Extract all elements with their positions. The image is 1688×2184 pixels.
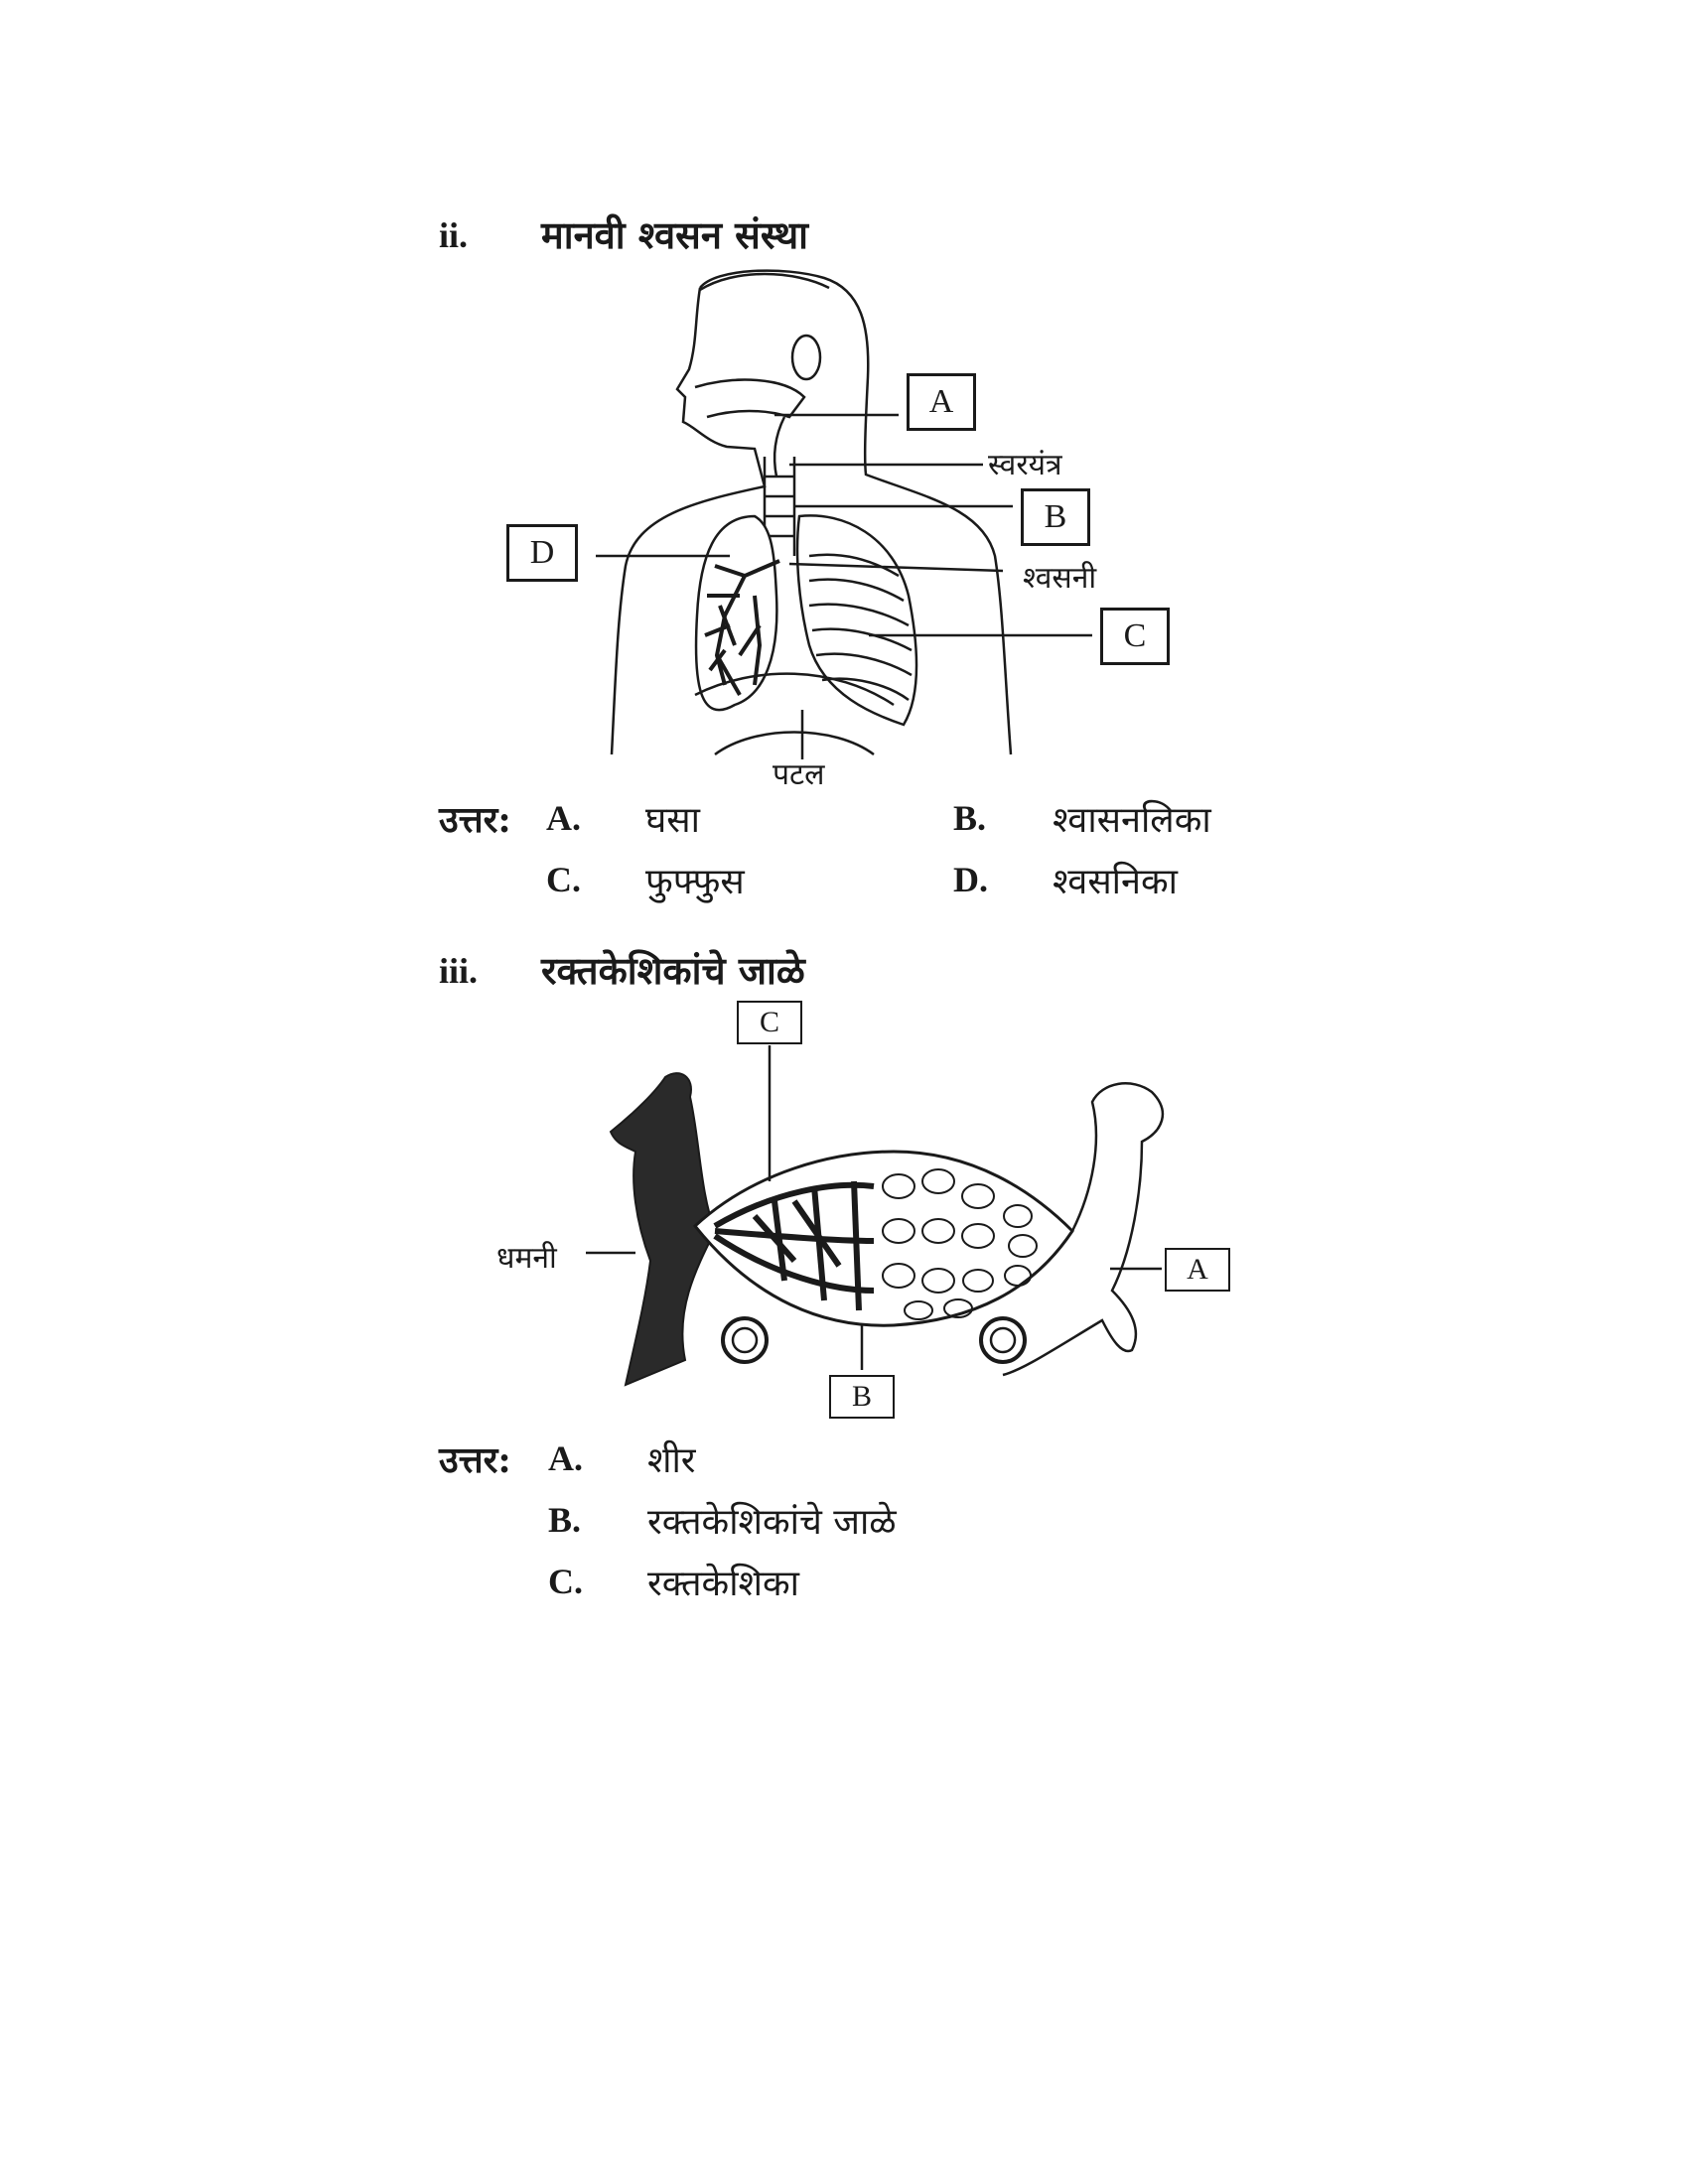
answer-ii-key-D: D. (953, 860, 988, 899)
label-box-B: B (1021, 488, 1090, 546)
answer-iii-key-B: B. (548, 1500, 582, 1540)
answer-ii-value-A: घसा (645, 800, 700, 841)
label-box-A: A (907, 373, 976, 431)
answer-iii-key-A: A. (548, 1438, 583, 1478)
answer-ii-key-B: B. (953, 798, 987, 838)
section-ii-number: ii. (439, 215, 469, 255)
label-box-iii-B: B (829, 1375, 895, 1419)
answer-prefix-iii: उत्तर: (439, 1439, 511, 1481)
answer-iii-value-B: रक्तकेशिकांचे जाळे (647, 1502, 897, 1543)
answer-ii-value-B: श्वासनलिका (1053, 800, 1211, 841)
answer-ii-value-D: श्वसनिका (1053, 862, 1178, 902)
label-box-C: C (1100, 608, 1170, 665)
section-ii-title: मानवी श्वसन संस्था (541, 212, 808, 257)
label-box-iii-C: C (737, 1001, 802, 1044)
bronchus-label: श्वसनी (1023, 561, 1097, 596)
answer-iii-key-C: C. (548, 1562, 583, 1601)
section-iii-number: iii. (439, 951, 479, 991)
section-iii-title: रक्तकेशिकांचे जाळे (541, 948, 805, 993)
answer-prefix-ii: उत्तर: (439, 799, 511, 841)
diaphragm-label: पटल (773, 757, 825, 792)
label-box-iii-A: A (1165, 1248, 1230, 1292)
artery-label: धमनी (496, 1241, 557, 1276)
answer-ii-value-C: फुफ्फुस (645, 862, 745, 902)
answer-iii-value-C: रक्तकेशिका (647, 1564, 799, 1604)
label-box-D: D (506, 524, 578, 582)
larynx-label: स्वरयंत्र (988, 448, 1062, 482)
capillary-bed (695, 1152, 1072, 1325)
answer-ii-key-C: C. (546, 860, 581, 899)
answer-ii-key-A: A. (546, 798, 581, 838)
answer-iii-value-A: शीर (647, 1440, 696, 1481)
